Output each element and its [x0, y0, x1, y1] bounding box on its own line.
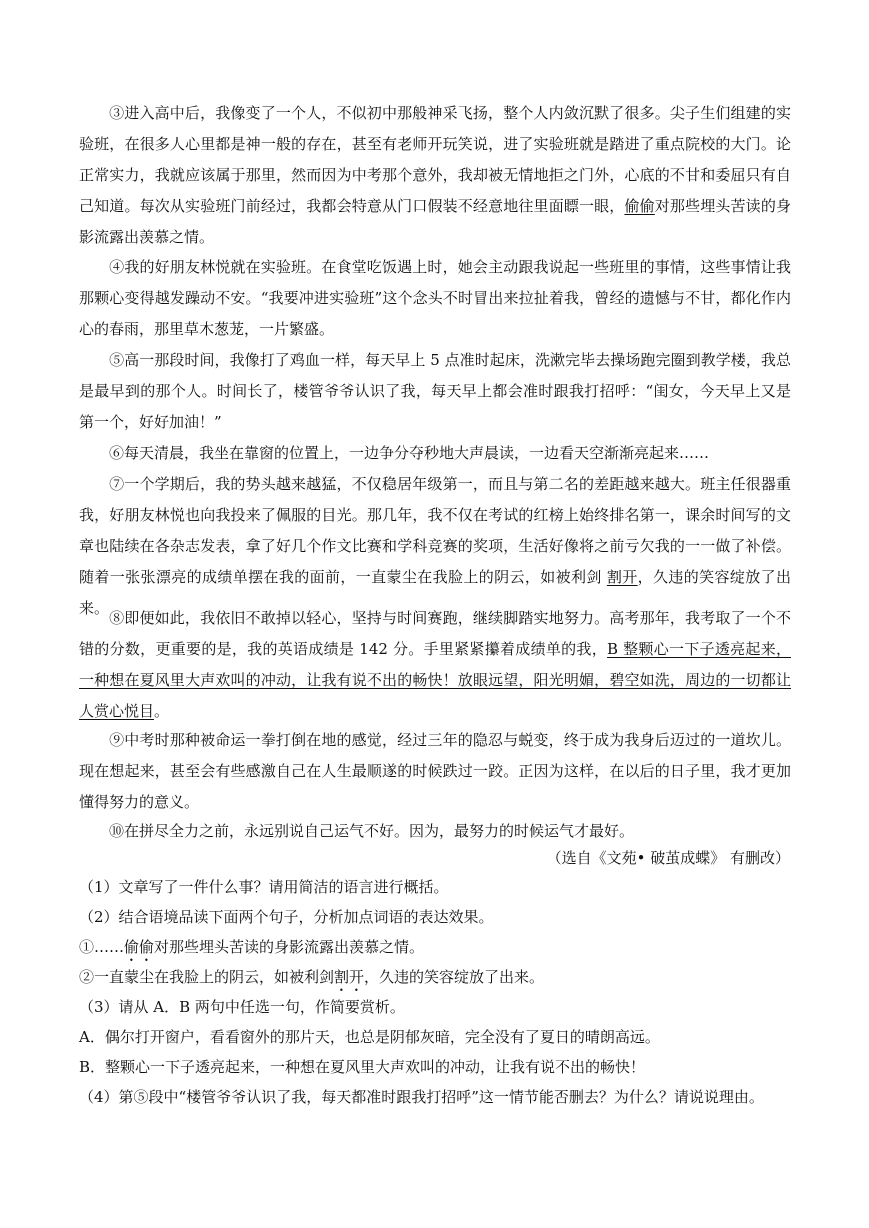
question-3-option-b: B．整颗心一下子透亮起来，一种想在夏风里大声欢叫的冲动，让我有说不出的畅快！: [79, 1058, 646, 1076]
question-2-sentence-1: [79, 932, 791, 965]
paragraph-9: [79, 725, 791, 818]
paragraph-text: ⑦一个学期后，我的势头越来越猛，不仅稳居年级第一，而且与第二名的差距越来越大。班主任很器重我，好朋友林悦也向我投来了佩服的目光。那几年，我不仅在考试的红榜上始终排名第一，课余时间写的文章也陆续在各杂志发表，拿了好几个作文比赛和学科竞赛的奖项，生活好像将之前亏欠我的一一做了补偿。随着一张张漂亮的成绩单摆在我的面前，一直蒙尘在我脸上的阴云，如被利剑: [79, 475, 791, 586]
sentence-text: ②一直蒙尘在我脸上的阴云，如被利剑: [79, 968, 335, 986]
underlined-word: 割开: [606, 568, 638, 586]
paragraph-text: ，久违的笑容绽放了出来。: [79, 568, 791, 617]
sentence-text: 对那些埋头苦读的身影流露出羡慕之情。: [154, 938, 425, 956]
question-4: （4）第⑤段中“楼管爷爷认识了我，每天都准时跟我打招呼”这一情节能否删去？为什么？请说说理由。: [79, 1088, 764, 1106]
paragraph-8: [79, 603, 791, 727]
paragraph-text: ⑧即便如此，我依旧不敢掉以轻心，坚持与时间赛跑，继续脚踏实地努力。高考那年，我考取了一个不错的分数，更重要的是，我的英语成绩是 142 分。手里紧紧攥着成绩单的我，: [79, 609, 791, 658]
paragraph-text: ⑤高一那段时间，我像打了鸡血一样，每天早上 5 点准时起床，洗漱完毕去操场跑完圈到教学楼，我总是最早到的那个人。时间长了，楼管爷爷认识了我，每天早上都会准时跟我打招呼：“闺女，今天早上又是第一个，好好加油！”: [79, 351, 791, 431]
dotted-word: 割开: [334, 968, 365, 986]
paragraph-text: ④我的好朋友林悦就在实验班。在食堂吃饭遇上时，她会主动跟我说起一些班里的事情，这些事情让我那颗心变得越发躁动不安。“我要冲进实验班”这个念头不时冒出来拉扯着我，曾经的遗憾与不甘，都化作内心的春雨，那里草木葱茏，一片繁盛。: [79, 258, 791, 338]
question-1: （1）文章写了一件什么事？请用简洁的语言进行概括。: [79, 878, 449, 896]
paragraph-4: [79, 252, 791, 345]
source-citation: （选自《文苑• 破茧成蝶》 有删改）: [546, 849, 790, 867]
question-3: （3）请从 A．B 两句中任选一句，作简要赏析。: [79, 998, 405, 1016]
underlined-sentence-b: B 整颗心一下子透亮起来，一种想在夏风里大声欢叫的冲动，让我有说不出的畅快！放眼远望，阳光明媚，碧空如洗，周边的一切都让人赏心悦目: [79, 640, 792, 720]
question-2-sentence-2: [79, 962, 791, 995]
paragraph-text: ⑥每天清晨，我坐在靠窗的位置上，一边争分夺秒地大声晨读，一边看天空渐渐亮起来……: [109, 444, 710, 462]
sentence-text: ①……: [79, 938, 125, 956]
paragraph-5: [79, 345, 791, 438]
paragraph-3: [79, 98, 791, 253]
paragraph-text: ⑩在拼尽全力之前，永远别说自己运气不好。因为，最努力的时候运气才最好。: [109, 822, 635, 840]
question-2: （2）结合语境品读下面两个句子，分析加点词语的表达效果。: [79, 908, 494, 926]
paragraph-text: 对那些埋头苦读的身影流露出羡慕之情。: [79, 197, 791, 246]
paragraph-7: [79, 469, 791, 624]
paragraph-text: ⑨中考时那种被命运一拳打倒在地的感觉，经过三年的隐忍与蜕变，终于成为我身后迈过的一道坎儿。现在想起来，甚至会有些感激自己在人生最顺遂的时候跌过一跤。正因为这样，在以后的日子里，我才更加懂得努力的意义。: [79, 731, 791, 811]
sentence-text: ，久违的笑容绽放了出来。: [364, 968, 545, 986]
question-3-option-a: A．偶尔打开窗户，看看窗外的那片天，也总是阴郁灰暗，完全没有了夏日的晴朗高远。: [79, 1028, 660, 1046]
underlined-word: 偷偷: [624, 197, 655, 215]
paragraph-text: 。: [154, 702, 170, 720]
paragraph-6: [79, 438, 791, 469]
dotted-word: 偷偷: [124, 938, 155, 956]
paragraph-text: ③进入高中后，我像变了一个人，不似初中那般神采飞扬，整个人内敛沉默了很多。尖子生们组建的实验班，在很多人心里都是神一般的存在，甚至有老师开玩笑说，进了实验班就是踏进了重点院校的大门。论正常实力，我就应该属于那里，然而因为中考那个意外，我却被无情地拒之门外，心底的不甘和委屈只有自己知道。每次从实验班门前经过，我都会特意从门口假装不经意地往里面瞟一眼，: [79, 104, 791, 215]
